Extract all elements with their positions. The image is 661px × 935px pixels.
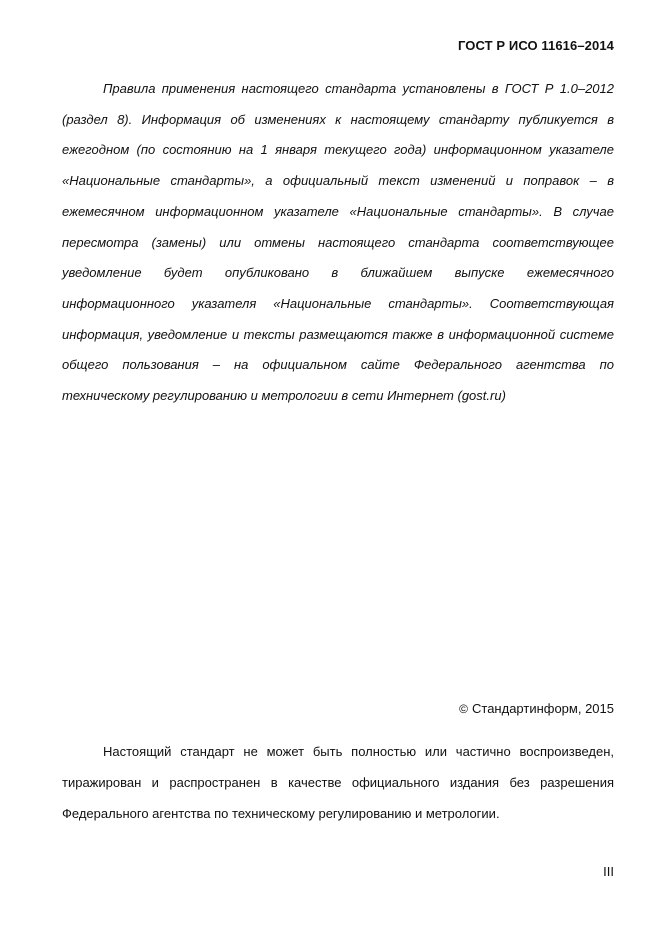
copyright-notice [459, 701, 614, 716]
application-rules-paragraph: Правила применения настоящего стандарта установлены в ГОСТ Р 1.0–2012 (раздел 8). Информация об изменениях к настоящему стандарту публикуется в ежегодном (по состоянию на 1 января текущего года) информационном указателе «Национальные стандарты», а официальный текст изменений и поправок – в ежемесячном информационном указателе «Национальные стандарты». В случае пересмотра (замены) или отмены настоящего стандарта соответствующее уведомление будет опубликовано в ближайшем выпуске ежемесячного информационного указателя «Национальные стандарты». Соответствующая информация, уведомление и тексты размещаются также в информационной системе общего пользования – на официальном сайте Федерального агентства по техническому регулированию и метрологии в сети Интернет (gost.ru) [62, 81, 614, 404]
copyright-symbol: © [459, 702, 468, 716]
reproduction-rights-paragraph: Настоящий стандарт не может быть полностью или частично воспроизведен, тиражирован и распространен в качестве официального издания без разрешения Федерального агентства по техническому регулированию и метрологии. [62, 744, 614, 821]
page-number: III [603, 864, 614, 879]
standard-code-header: ГОСТ Р ИСО 11616–2014 [457, 38, 614, 53]
copyright-text: Стандартинформ, 2015 [472, 701, 614, 716]
